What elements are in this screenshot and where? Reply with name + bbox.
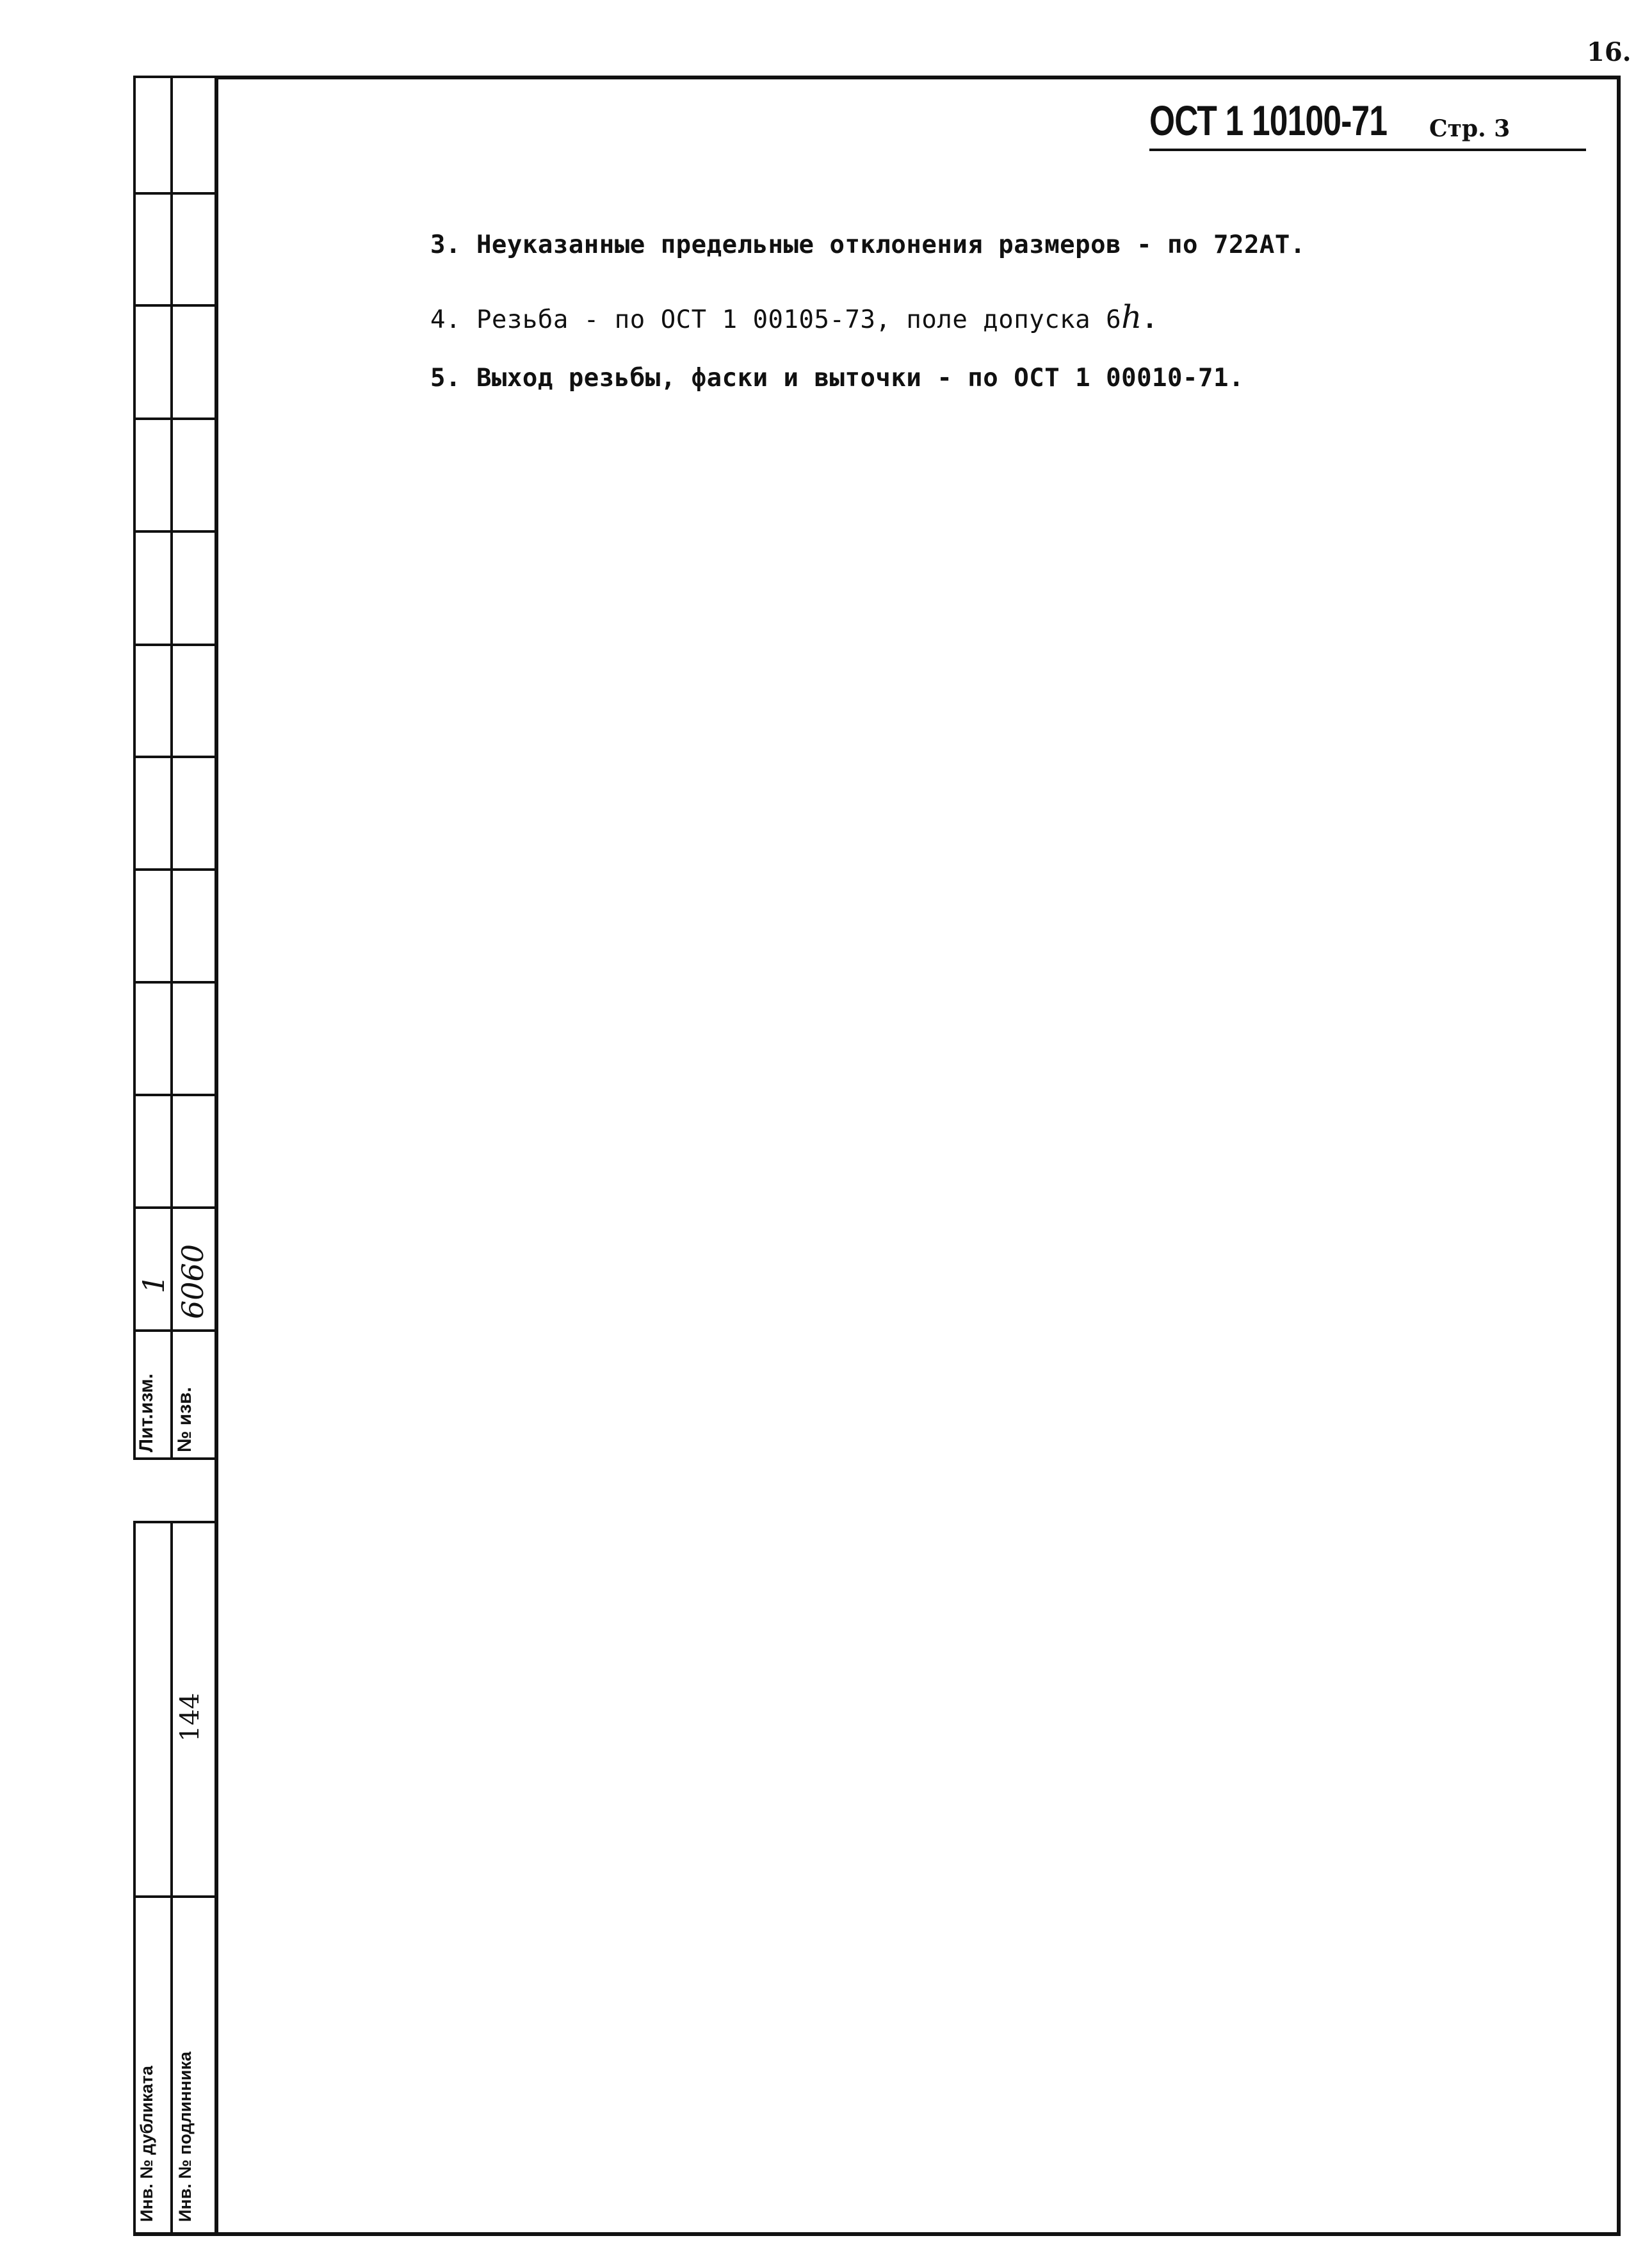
page-label: Стр. 3 [1429,115,1510,142]
note-4-end: . [1142,305,1158,334]
note-4-tolerance: h [1121,298,1142,336]
stamp-row-line [133,1895,218,1898]
strip-row-line [133,192,218,195]
note-4-text: 4. Резьба - по ОСТ 1 00105-73, поле допуска 6 [430,305,1122,334]
no-izv-value: 6060 [175,1244,210,1319]
strip-row-line [133,981,218,984]
inventory-stamp-divider [170,1521,173,2236]
lit-izm-value: 1 [136,1274,171,1293]
note-4 [430,298,1158,336]
revision-strip-divider [170,76,173,1460]
sheet-number: 16. [1587,37,1632,67]
strip-row-line [133,304,218,307]
strip-row-line [133,868,218,871]
no-izv-label: № изв. [174,1387,195,1452]
strip-row-line [133,1457,218,1460]
lit-izm-label: Лит.изм. [136,1373,157,1452]
original-inventory-value: 144 [175,1692,205,1742]
original-inventory-label: Инв. № подлинника [175,2052,195,2222]
note-5: 5. Выход резьбы, фаски и выточки - по ОСТ 1 00010-71. [430,364,1244,393]
strip-row-line [133,644,218,646]
strip-row-line [133,1094,218,1096]
header-underline [1149,149,1586,151]
duplicate-inventory-label: Инв. № дубликата [137,2066,156,2222]
strip-row-line [133,1206,218,1209]
strip-row-line [133,417,218,420]
document-code: ОСТ 1 10100-71 [1149,97,1388,144]
strip-row-line [133,756,218,758]
page-frame [215,76,1621,2236]
strip-row-line [133,530,218,533]
strip-row-line [133,1329,218,1332]
note-3: 3. Неуказанные предельные отклонения размеров - по 722АТ. [430,231,1306,259]
